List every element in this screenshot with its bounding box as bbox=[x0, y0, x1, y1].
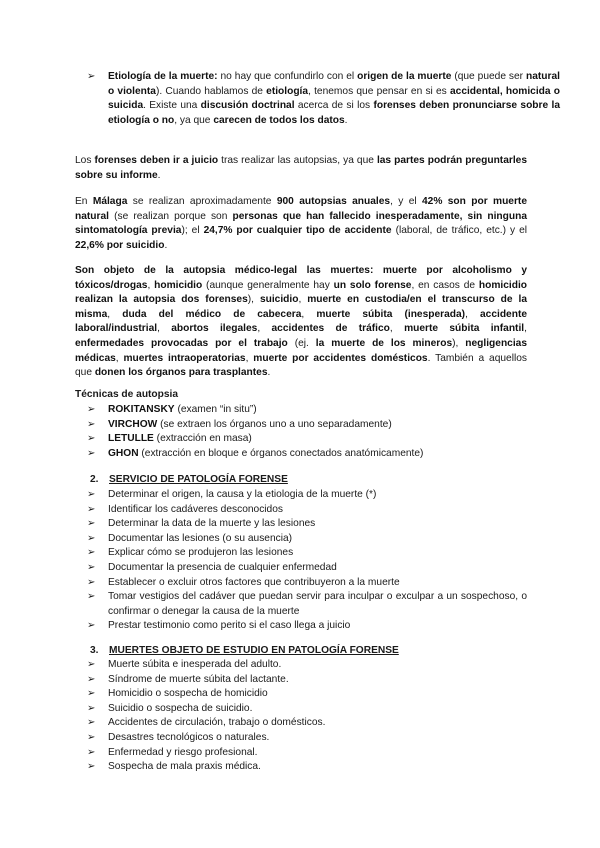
arrow-bullet-icon: ➢ bbox=[87, 418, 96, 430]
list-item: ➢ Sospecha de mala praxis médica. bbox=[75, 760, 527, 775]
arrow-bullet-icon: ➢ bbox=[87, 404, 96, 415]
arrow-bullet-icon: ➢ bbox=[87, 688, 96, 700]
muertes-heading: 3. MUERTES OBJETO DE ESTUDIO EN PATOLOGÍA FORENSE bbox=[90, 645, 399, 656]
list-item: ➢ VIRCHOW (se extraen los órganos uno a uno separadamente) bbox=[75, 418, 527, 433]
objeto-paragraph: Son objeto de la autopsia médico-legal las muertes: muerte por alcoholismo y tóxicos/drogas, homicidio (aunque generalmente hay un solo forense, en casos de homicidio realizan la autopsia dos forenses), suicidio, muerte en custodia/en el transcurso de la misma, duda del médico de cabecera, muerte súbita (inesperada), accidente laboral/industrial, abortos ilegales, accidentes de tráfico, muerte súbita infantil, enfermedades provocadas por el trabajo (ej. la muerte de los mineros), negligencias médicas, muertes intraoperatorias, muerte por accidentes domésticos. También a aquellos que donen los órganos para trasplantes. bbox=[75, 265, 527, 379]
arrow-bullet-icon: ➢ bbox=[87, 518, 96, 530]
list-item: ➢ ROKITANSKY (examen “in situ”) bbox=[75, 403, 527, 418]
arrow-bullet-icon: ➢ bbox=[87, 576, 96, 588]
arrow-bullet-icon: ➢ bbox=[87, 532, 96, 544]
tecnicas-title: Técnicas de autopsia bbox=[75, 389, 179, 400]
arrow-bullet-icon: ➢ bbox=[87, 71, 96, 82]
list-item: ➢ Determinar el origen, la causa y la etiologia de la muerte (*) bbox=[75, 488, 527, 503]
list-item: ➢ Documentar la presencia de cualquier enfermedad bbox=[75, 561, 527, 576]
arrow-bullet-icon: ➢ bbox=[87, 673, 96, 685]
list-item: ➢ Desastres tecnológicos o naturales. bbox=[75, 731, 527, 746]
arrow-bullet-icon: ➢ bbox=[87, 547, 96, 559]
list-item: ➢ Tomar vestigios del cadáver que puedan servir para inculpar o exculpar a un sospechoso, o confirmar o denegar la causa de la muerte bbox=[87, 591, 527, 617]
list-item: ➢ Documentar las lesiones (o su ausencia) bbox=[75, 532, 527, 547]
arrow-bullet-icon: ➢ bbox=[87, 591, 96, 603]
arrow-bullet-icon: ➢ bbox=[87, 561, 96, 573]
list-item: ➢ Establecer o excluir otros factores que contribuyeron a la muerte bbox=[75, 576, 527, 591]
juicio-paragraph: Los forenses deben ir a juicio tras realizar las autopsias, ya que las partes podrán preguntarles sobre su informe. bbox=[75, 155, 527, 181]
arrow-bullet-icon: ➢ bbox=[87, 761, 96, 773]
servicio-heading: 2. SERVICIO DE PATOLOGÍA FORENSE bbox=[90, 474, 288, 485]
arrow-bullet-icon: ➢ bbox=[87, 447, 96, 459]
tecnicas-list bbox=[75, 403, 527, 461]
arrow-bullet-icon: ➢ bbox=[87, 717, 96, 729]
list-item: ➢ Prestar testimonio como perito si el caso llega a juicio bbox=[75, 619, 527, 634]
list-item: ➢ LETULLE (extracción en masa) bbox=[75, 432, 527, 447]
list-item: ➢ Determinar la data de la muerte y las lesiones bbox=[75, 517, 527, 532]
etiologia-paragraph: ➢ Etiología de la muerte: no hay que confundirlo con el origen de la muerte (que puede ser natural o violenta). Cuando hablamos de etiología, tenemos que pensar en si es accidental, homicida o suicida. Existe una discusión doctrinal acerca de si los forenses deben pronunciarse sobre la etiología o no, ya que carecen de todos los datos. bbox=[87, 71, 560, 126]
list-item: ➢ GHON (extracción en bloque e órganos conectados anatómicamente) bbox=[75, 447, 527, 462]
malaga-paragraph: En Málaga se realizan aproximadamente 900 autopsias anuales, y el 42% son por muerte natural (se realizan porque son personas que han fallecido inesperadamente, sin ninguna sintomatología previa); el 24,7% por cualquier tipo de accidente (laboral, de tráfico, etc.) y el 22,6% por suicidio. bbox=[75, 196, 527, 251]
arrow-bullet-icon: ➢ bbox=[87, 433, 96, 445]
list-item: ➢ Síndrome de muerte súbita del lactante. bbox=[75, 673, 527, 688]
arrow-bullet-icon: ➢ bbox=[87, 731, 96, 743]
arrow-bullet-icon: ➢ bbox=[87, 620, 96, 632]
arrow-bullet-icon: ➢ bbox=[87, 702, 96, 714]
list-item: ➢ Identificar los cadáveres desconocidos bbox=[75, 503, 527, 518]
arrow-bullet-icon: ➢ bbox=[87, 746, 96, 758]
arrow-bullet-icon: ➢ bbox=[87, 503, 96, 515]
arrow-bullet-icon: ➢ bbox=[87, 489, 96, 500]
list-item: ➢ Homicidio o sospecha de homicidio bbox=[75, 687, 527, 702]
list-item: ➢ Muerte súbita e inesperada del adulto. bbox=[75, 658, 527, 673]
list-item: ➢ Accidentes de circulación, trabajo o domésticos. bbox=[75, 716, 527, 731]
list-item: ➢ Suicidio o sospecha de suicidio. bbox=[75, 702, 527, 717]
muertes-list bbox=[75, 658, 527, 775]
list-item: ➢ Explicar cómo se produjeron las lesiones bbox=[75, 546, 527, 561]
arrow-bullet-icon: ➢ bbox=[87, 659, 96, 670]
etiologia-label: Etiología de la muerte: bbox=[108, 71, 218, 82]
list-item: ➢ Enfermedad y riesgo profesional. bbox=[75, 746, 527, 761]
servicio-list bbox=[75, 488, 527, 634]
